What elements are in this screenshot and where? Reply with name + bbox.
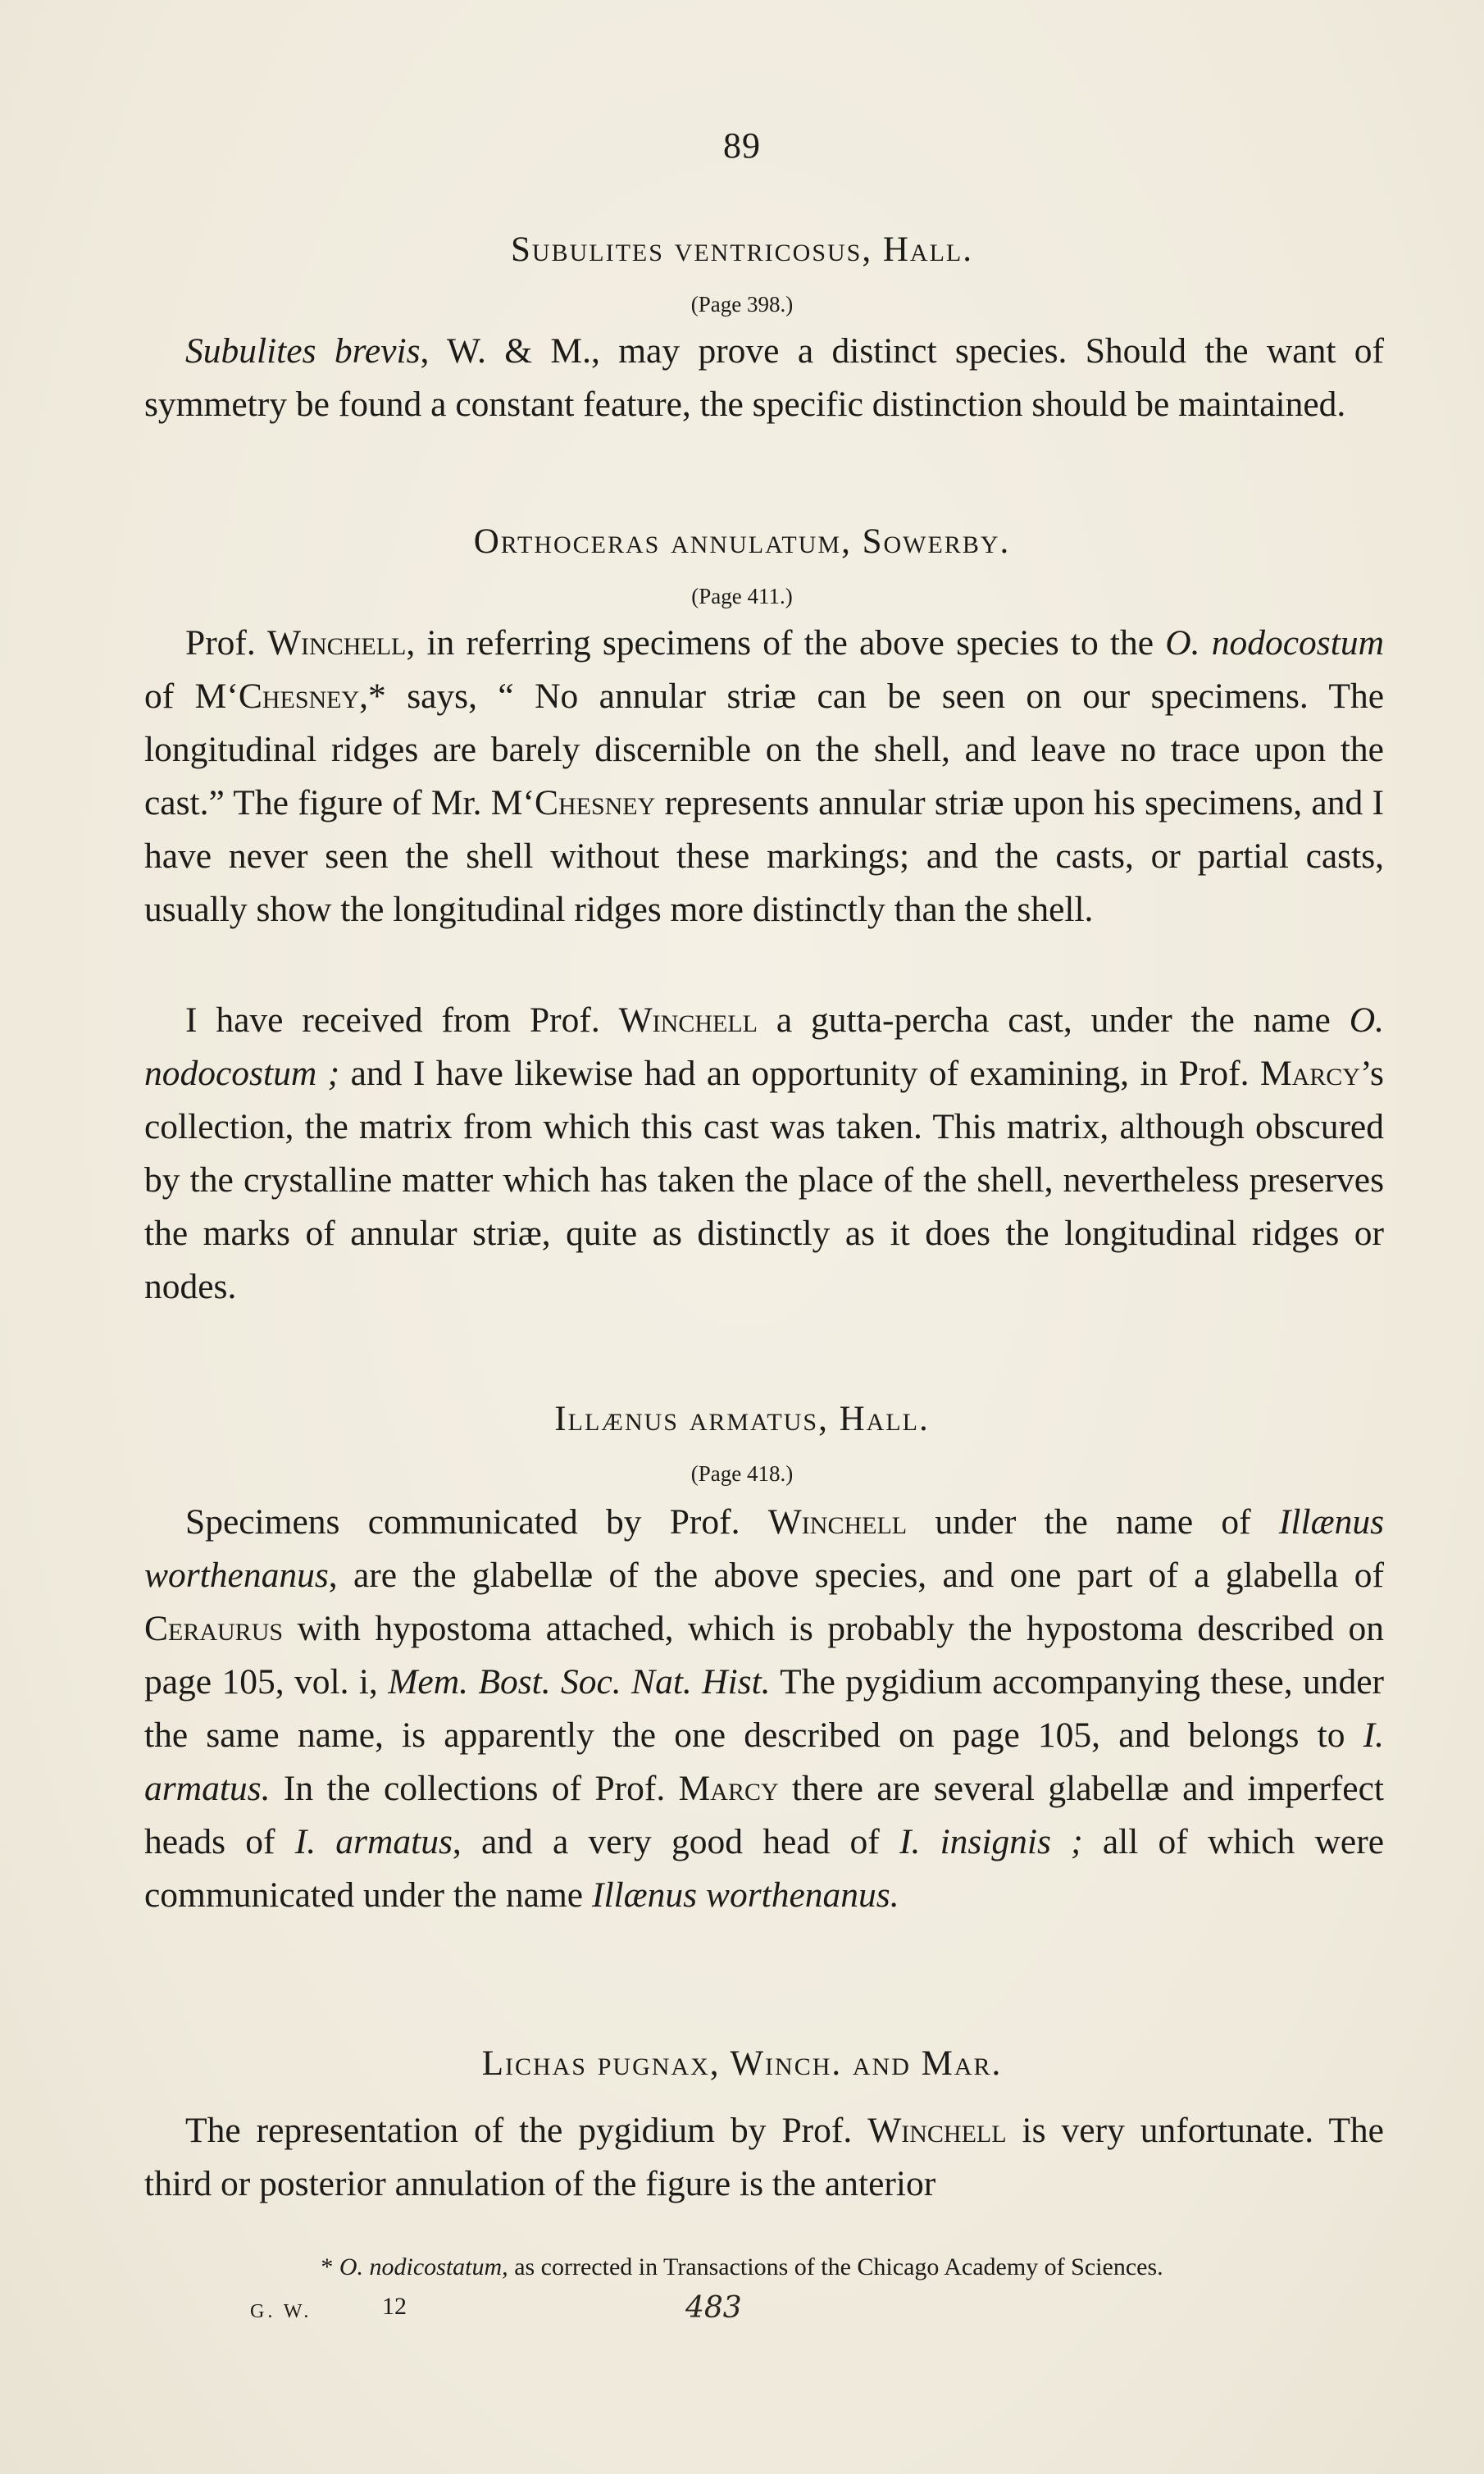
text-run: with hypostoma attached, which is probably the hypostoma described on page 105, vol. i, (144, 1609, 1384, 1702)
text-run: under the name of (907, 1502, 1279, 1542)
small-caps-name: Winchell (267, 623, 407, 663)
italic-text: I. insignis ; (899, 1822, 1083, 1861)
italic-text: Illænus worthenanus. (591, 1875, 899, 1915)
text-run: I have received from Prof. (185, 1000, 619, 1040)
small-caps-name: Winchell (618, 1000, 758, 1040)
text-run: of M‘ (144, 677, 239, 716)
italic-text: I. armatus (294, 1822, 453, 1861)
small-caps-name: Winchell (867, 2111, 1007, 2150)
text-run: Specimens communicated by Prof. (185, 1502, 768, 1542)
text-run: all of which were communicated under the name (144, 1822, 1385, 1915)
text-run: is very unfortunate. The third or posterior annulation of the figure is the anterior (144, 2111, 1384, 2203)
text-run: , W. & M., may prove a distinct species. Should the want of symmetry be found a constant feature, the specific distinction should be maintained. (144, 331, 1384, 424)
text-run: , and a very good head of (452, 1822, 899, 1861)
text-run: Prof. (185, 623, 267, 663)
small-caps-name: Chesney (534, 783, 656, 822)
page-reference: (Page 411.) (691, 584, 793, 608)
small-caps-name: Marcy (678, 1769, 779, 1808)
handwritten-number: 483 (685, 2291, 742, 2325)
italic-text: I. armatus. (144, 1715, 1384, 1808)
text-run: In the collections of Prof. (270, 1769, 679, 1808)
section-heading-orthoceras: Orthoceras annulatum, Sowerby. (473, 522, 1011, 561)
small-caps-name: Winchell (767, 1502, 908, 1542)
italic-text: Mem. Bost. Soc. Nat. Hist. (388, 1662, 771, 1702)
text-run: represents annular striæ upon his specimens, and I have never seen the shell without these markings; and the casts, or partial casts, usually show the longitudinal ridges more distinctly than the shell. (144, 783, 1384, 929)
section-heading-subulites: Subulites ventricosus, Hall. (511, 230, 973, 269)
text-run: a gutta-percha cast, under the name (758, 1000, 1350, 1040)
footnote-text: as corrected in Transactions of the Chicago Academy of Sciences. (508, 2253, 1163, 2280)
small-caps-name: Chesney (238, 677, 360, 716)
italic-text: O. nodocostum ; (144, 1000, 1384, 1093)
page-reference: (Page 418.) (690, 1461, 794, 1486)
paragraph (144, 325, 1384, 431)
italic-text: Subulites brevis (185, 331, 421, 371)
text-run: and I have likewise had an opportunity of examining, in Prof. (339, 1054, 1260, 1093)
text-run: there are several glabellæ and imperfect heads of (144, 1769, 1384, 1861)
paragraph (144, 1496, 1384, 1922)
paragraph (144, 2104, 1384, 2211)
text-run: ’s collection, the matrix from which this cast was taken. This matrix, although obscured by the crystalline matter which has taken the place of the shell, nevertheless preserves the marks of annular striæ, quite as distinctly as it does the longitudinal ridges or nodes. (144, 1054, 1384, 1306)
italic-text: Illænus worthenanus (144, 1502, 1385, 1595)
page-reference: (Page 398.) (690, 292, 794, 317)
footnote (0, 2253, 1484, 2281)
page-number: 89 (723, 125, 761, 166)
section-heading-illaenus: Illænus armatus, Hall. (554, 1400, 930, 1438)
text-run: , are the glabellæ of the above species, and one part of a glabella of (328, 1556, 1384, 1595)
text-run: ,* says, “ No annular striæ can be seen on our specimens. The longitudinal ridges are barely discernible on the shell, and leave no trace upon the cast.” The figure of Mr. M‘ (144, 677, 1385, 822)
text-run: The representation of the pygidium by Prof. (185, 2111, 868, 2150)
signature-mark: G. W. (250, 2301, 312, 2322)
signature-number: 12 (382, 2293, 407, 2320)
footnote-marker: * (321, 2253, 339, 2280)
text-run: , in referring specimens of the above species to the (406, 623, 1166, 663)
footnote-italic: O. nodicostatum, (339, 2253, 508, 2280)
text-run: The pygidium accompanying these, under the same name, is apparently the one described on page 105, and belongs to (144, 1662, 1384, 1755)
small-caps-name: Ceraurus (144, 1609, 284, 1648)
section-heading-lichas: Lichas pugnax, Winch. and Mar. (481, 2044, 1003, 2083)
small-caps-name: Marcy (1259, 1054, 1360, 1093)
paragraph (144, 994, 1384, 1314)
italic-text: O. nodocostum (1165, 623, 1384, 663)
paragraph (144, 617, 1384, 936)
